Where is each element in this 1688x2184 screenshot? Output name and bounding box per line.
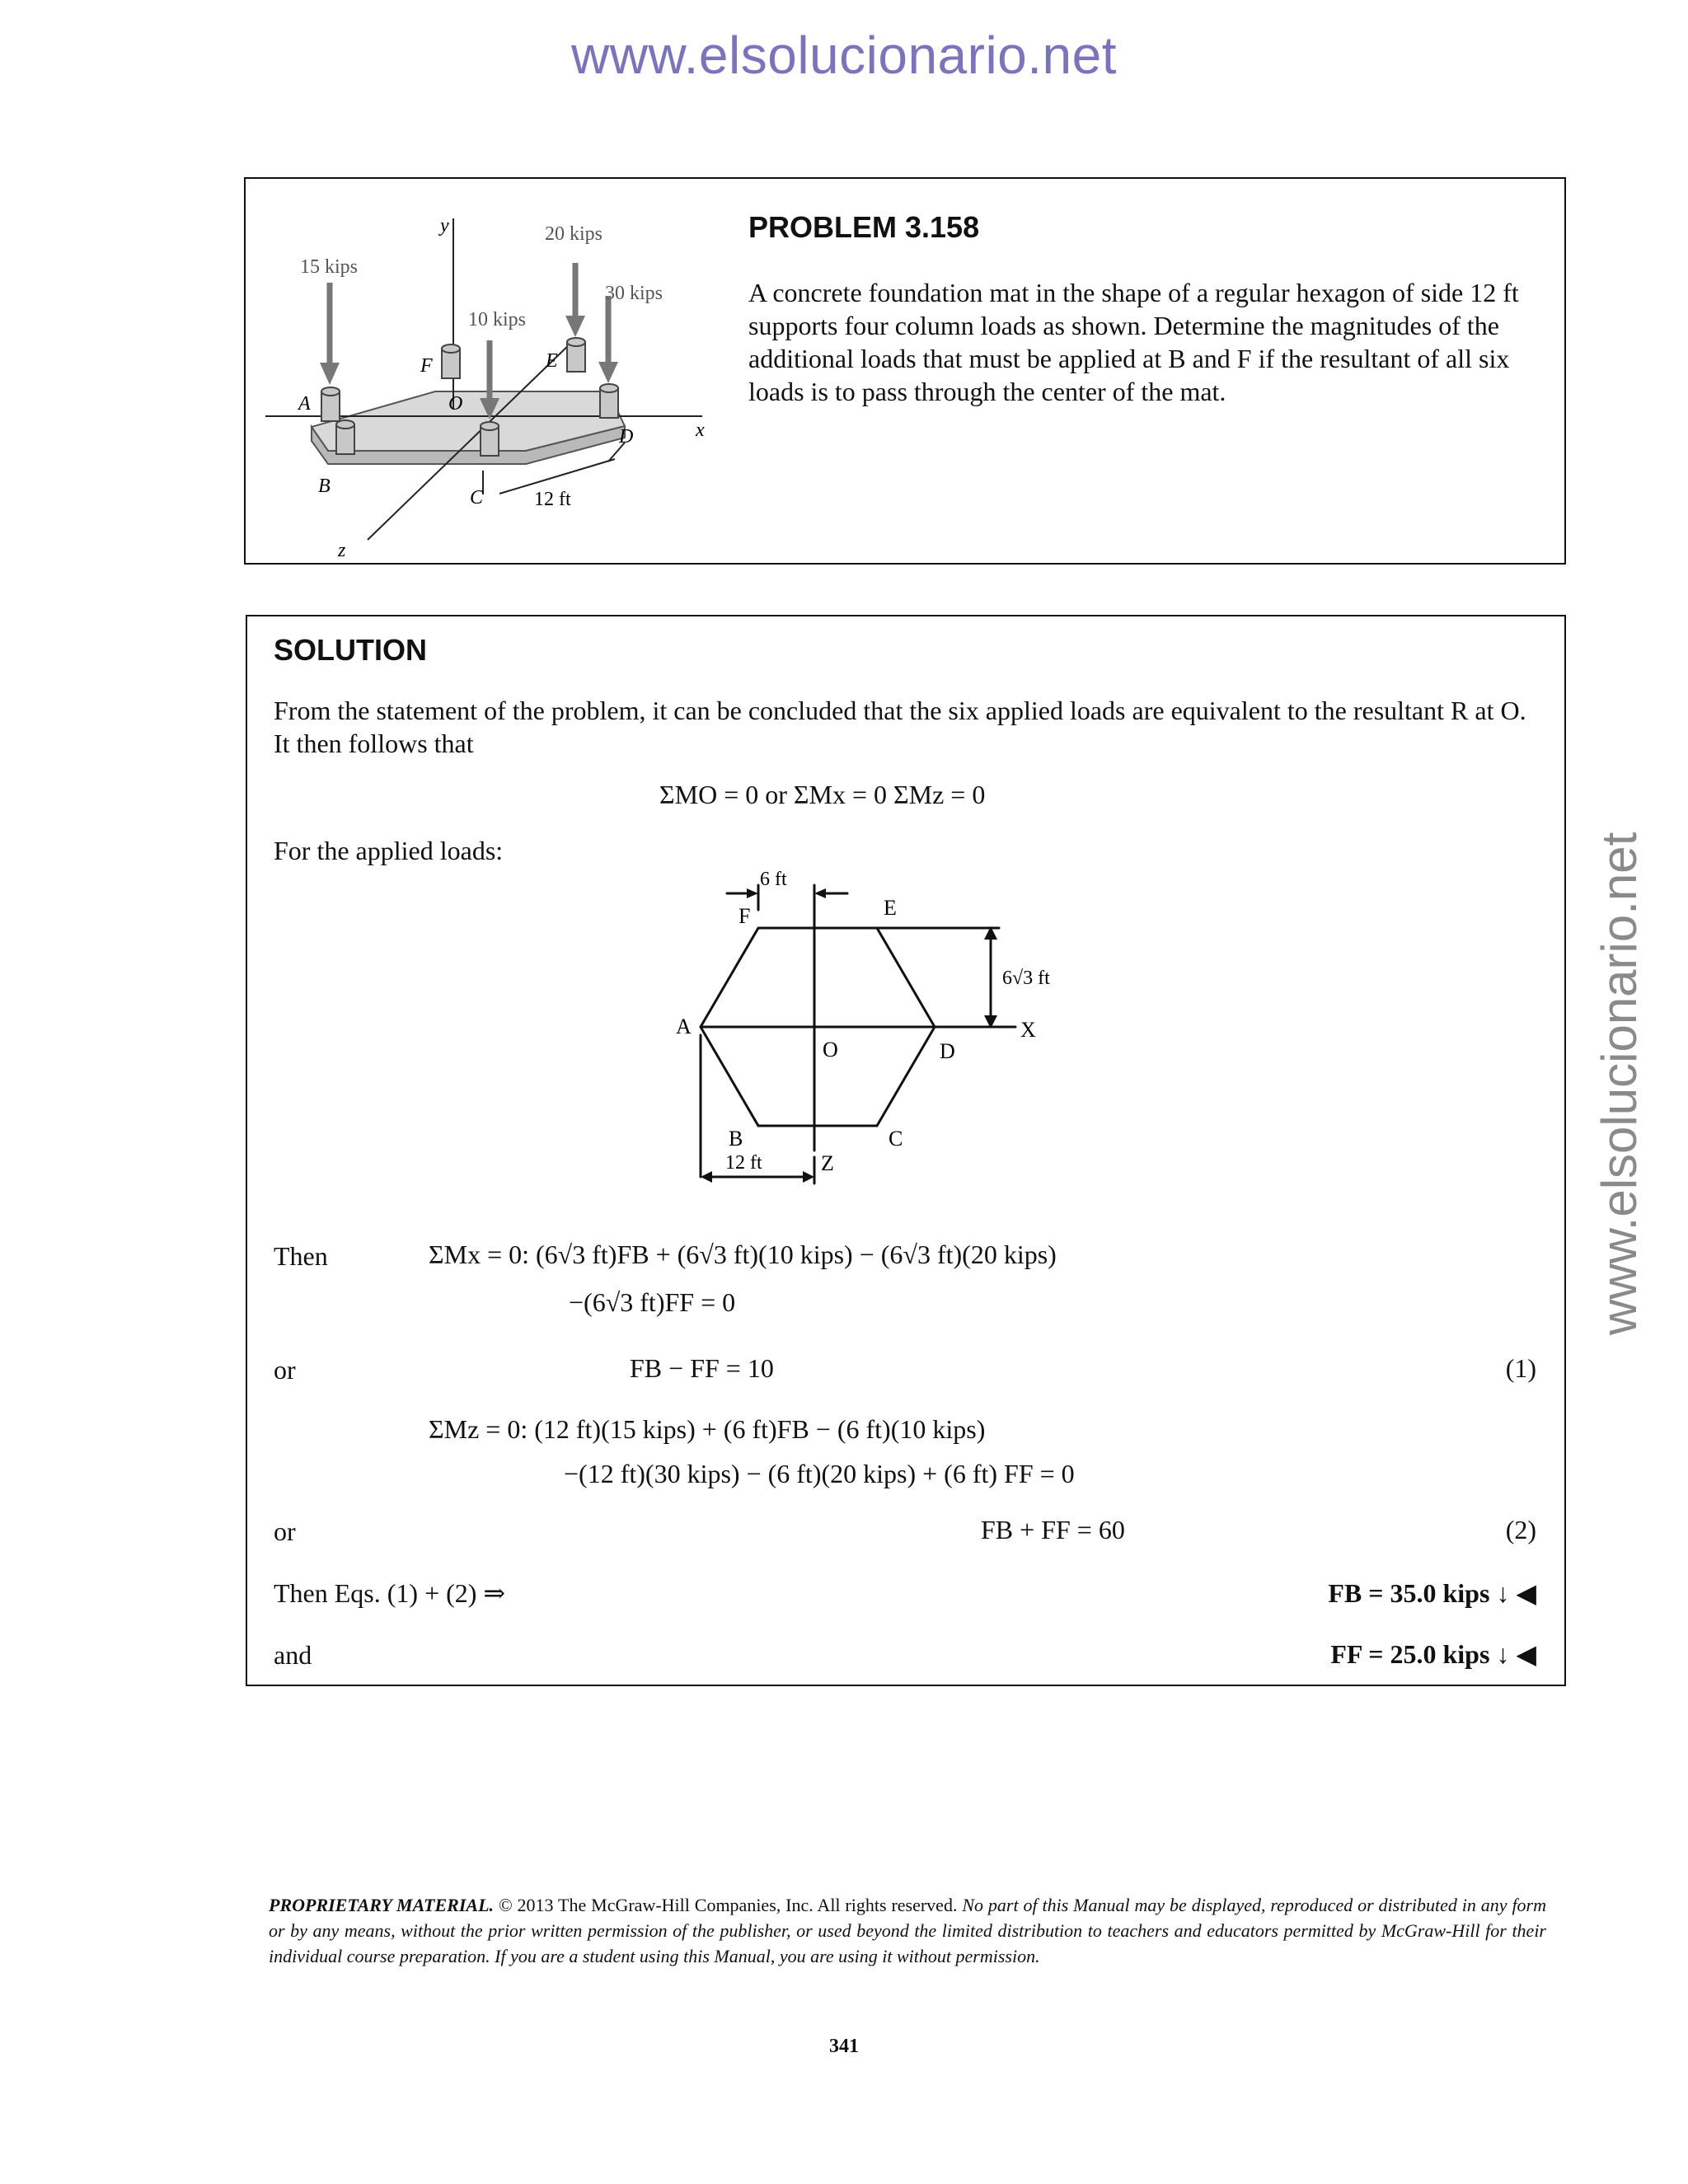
sketch-label-A: A <box>676 1015 692 1038</box>
mx-equation-line1: ΣMx = 0: (6√3 ft)FB + (6√3 ft)(10 kips) − (6√3 ft)(20 kips) <box>429 1240 1057 1269</box>
footer-label: PROPRIETARY MATERIAL. <box>269 1895 495 1915</box>
sketch-label-Z: Z <box>821 1151 834 1175</box>
fig-load-10: 10 kips <box>468 309 527 330</box>
then-eqs-label: Then Eqs. (1) + (2) ⇒ <box>274 1578 506 1608</box>
sketch-label-E: E <box>884 896 897 920</box>
problem-text: A concrete foundation mat in the shape of a regular hexagon of side 12 ft supports four column loads as shown. Determine the magnitudes of the additional loads that must be applied at B and F if the resultant of all six loads is to pass through the center of the mat. <box>748 278 1519 406</box>
fig-label-A: A <box>298 393 311 415</box>
fig-label-B: B <box>318 476 331 497</box>
fig-label-O: O <box>448 393 463 415</box>
solution-heading: SOLUTION <box>274 633 427 667</box>
footer-notice-text: No part of this Manual may be displayed, reproduced or distributed in any form or by any means, without the prior written permission of the publisher, or used beyond the limited distribution to teachers and educators permitted by McGraw-Hill for their individual course preparation. If you are a student using this Manual, you are using it without permission. <box>269 1895 1547 1966</box>
equation-2-number: (2) <box>1505 1515 1536 1544</box>
solution-intro: From the statement of the problem, it can be concluded that the six applied loads are equivalent to the resultant R at O. It then follows that <box>274 696 1526 758</box>
sketch-dim-6ft: 6 ft <box>760 869 787 890</box>
fig-dimension-12ft: 12 ft <box>534 489 571 510</box>
result-ff-text: FF = 25.0 kips <box>1330 1639 1490 1669</box>
fig-axis-z: z <box>338 540 346 561</box>
fig-axis-y: y <box>440 215 449 237</box>
down-arrow-icon: ↓ <box>1496 1578 1510 1608</box>
fig-label-F: F <box>420 355 433 377</box>
watermark-top: www.elsolucionario.net <box>571 26 1117 85</box>
fig-label-E: E <box>546 350 558 372</box>
equilibrium-condition: ΣMO = 0 or ΣMx = 0 ΣMz = 0 <box>659 780 986 809</box>
then-label: Then <box>274 1241 328 1271</box>
result-ff <box>1330 1638 1536 1670</box>
watermark-side-text: www.elsolucionario.net <box>1592 832 1647 1335</box>
or-label-1: or <box>274 1355 296 1385</box>
sketch-label-B: B <box>729 1127 743 1151</box>
answer-marker-icon: ◀ <box>1516 1639 1536 1669</box>
solution-box <box>246 615 1566 1686</box>
sketch-label-D: D <box>940 1039 955 1063</box>
down-arrow-icon: ↓ <box>1496 1639 1510 1669</box>
mz-equation-line2: −(12 ft)(30 kips) − (6 ft)(20 kips) + (6 ft) FF = 0 <box>564 1459 1075 1488</box>
fig-label-C: C <box>470 487 484 509</box>
problem-heading: PROBLEM 3.158 <box>748 210 980 244</box>
problem-figure <box>262 194 724 565</box>
sketch-label-C: C <box>889 1127 903 1151</box>
sketch-label-F: F <box>738 904 751 928</box>
equation-2: FB + FF = 60 <box>981 1515 1125 1544</box>
sketch-dim-12ft: 12 ft <box>725 1152 762 1174</box>
and-label: and <box>274 1640 312 1670</box>
fig-axis-x: x <box>696 419 705 441</box>
fig-load-20: 20 kips <box>545 223 603 245</box>
answer-marker-icon: ◀ <box>1516 1578 1536 1608</box>
sketch-label-X: X <box>1020 1018 1036 1042</box>
problem-box <box>244 177 1566 565</box>
footer-notice <box>269 1892 1546 1969</box>
or-label-2: or <box>274 1516 296 1546</box>
applied-loads-label: For the applied loads: <box>274 836 504 865</box>
equation-1: FB − FF = 10 <box>630 1353 774 1383</box>
footer-copyright: © 2013 The McGraw-Hill Companies, Inc. All rights reserved. <box>498 1895 958 1915</box>
result-fb <box>1328 1577 1536 1609</box>
sketch-label-O: O <box>823 1038 838 1062</box>
fig-load-15: 15 kips <box>300 256 359 278</box>
mx-equation-line2: −(6√3 ft)FF = 0 <box>569 1287 736 1317</box>
result-fb-text: FB = 35.0 kips <box>1328 1578 1490 1608</box>
fig-label-D: D <box>619 426 634 448</box>
hexagon-sketch <box>676 860 1137 1207</box>
page-number: 341 <box>829 2036 859 2057</box>
equation-1-number: (1) <box>1505 1353 1536 1383</box>
fig-load-30: 30 kips <box>605 283 663 304</box>
mz-equation-line1: ΣMz = 0: (12 ft)(15 kips) + (6 ft)FB − (6 ft)(10 kips) <box>429 1414 986 1444</box>
sketch-dim-6root3ft: 6√3 ft <box>1002 968 1050 989</box>
